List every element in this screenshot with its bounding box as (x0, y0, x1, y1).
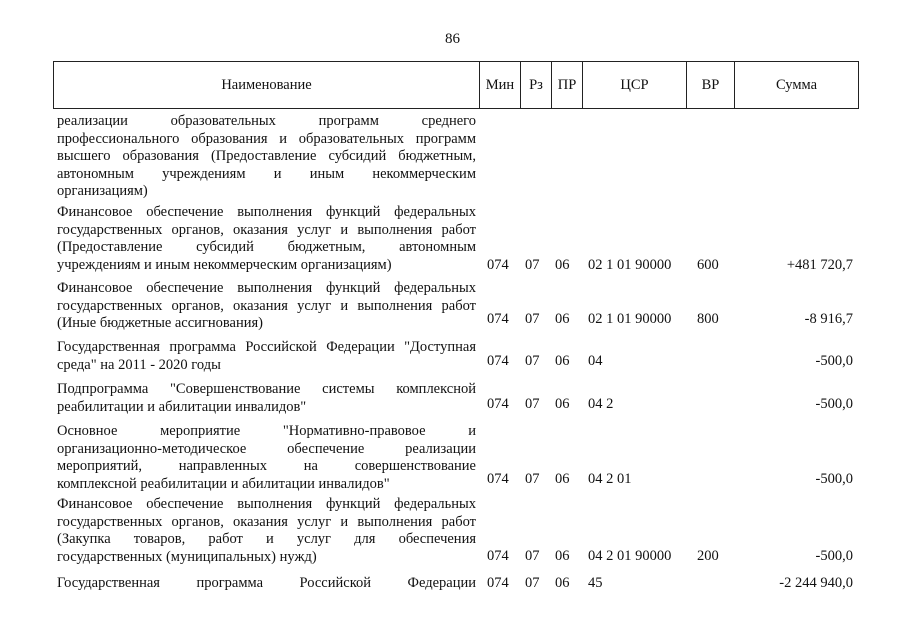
desc-line: (Иные бюджетные ассигнования) (57, 315, 264, 331)
cell-min: 074 (487, 352, 509, 369)
cell-min: 074 (487, 395, 509, 412)
row-description (57, 575, 476, 593)
desc-line: реализации образовательных программ среднего (57, 113, 476, 129)
header-rz: Рз (521, 62, 552, 108)
cell-pr: 06 (555, 547, 570, 564)
cell-min: 074 (487, 470, 509, 487)
cell-rz: 07 (525, 352, 540, 369)
cell-csr: 04 2 01 (588, 470, 632, 487)
cell-min: 074 (487, 256, 509, 273)
desc-line: комплексной реабилитации и абилитации инвалидов" (57, 475, 390, 492)
cell-pr: 06 (555, 575, 570, 591)
cell-sum: -500,0 (815, 395, 853, 412)
header-vr: ВР (687, 62, 735, 108)
desc-line: мероприятий, направленных на совершенствование (57, 458, 476, 474)
cell-csr: 04 (588, 352, 603, 369)
desc-line: организациям) (57, 183, 148, 199)
desc-line: среда" на 2011 - 2020 годы (57, 356, 221, 373)
desc-line: Финансовое обеспечение выполнения функций федеральных (57, 204, 476, 220)
desc-line: профессионального образования и образовательных программ (57, 130, 476, 147)
cell-rz: 07 (525, 470, 540, 487)
row-description (57, 204, 476, 274)
cell-vr: 800 (697, 311, 719, 327)
cell-rz: 07 (525, 575, 540, 591)
row-description (57, 113, 476, 201)
row-description (57, 280, 476, 333)
desc-line: государственных органов, оказания услуг и выполнения работ (57, 221, 476, 238)
desc-line: Подпрограмма "Совершенствование системы комплексной (57, 381, 476, 397)
cell-csr: 04 2 01 90000 (588, 547, 672, 564)
header-name: Наименование (54, 62, 480, 108)
header-pr: ПР (552, 62, 583, 108)
desc-line: (Предоставление субсидий бюджетным, автономным (57, 239, 476, 255)
desc-line: Финансовое обеспечение выполнения функций федеральных (57, 496, 476, 512)
desc-line: (Закупка товаров, работ и услуг для обеспечения (57, 531, 476, 547)
cell-rz: 07 (525, 395, 540, 412)
desc-line: автономным учреждениям и иным некоммерческим (57, 165, 476, 182)
cell-rz: 07 (525, 547, 540, 564)
cell-csr: 02 1 01 90000 (588, 311, 672, 327)
desc-line: реабилитации и абилитации инвалидов" (57, 398, 307, 415)
cell-vr: 200 (697, 547, 719, 564)
cell-min: 074 (487, 311, 509, 327)
desc-line: государственных (муниципальных) нужд) (57, 548, 317, 565)
cell-rz: 07 (525, 256, 540, 273)
cell-pr: 06 (555, 395, 570, 412)
row-description (57, 496, 476, 566)
desc-line: высшего образования (Предоставление субсидий бюджетным, (57, 148, 476, 164)
cell-csr: 45 (588, 575, 603, 591)
desc-line: государственных органов, оказания услуг и выполнения работ (57, 513, 476, 530)
cell-pr: 06 (555, 352, 570, 369)
cell-pr: 06 (555, 311, 570, 327)
cell-sum: -8 916,7 (804, 311, 853, 327)
cell-csr: 02 1 01 90000 (588, 256, 672, 273)
header-min: Мин (480, 62, 521, 108)
cell-rz: 07 (525, 311, 540, 327)
cell-min: 074 (487, 547, 509, 564)
cell-pr: 06 (555, 256, 570, 273)
cell-vr: 600 (697, 256, 719, 273)
cell-sum: -500,0 (815, 352, 853, 369)
cell-sum: -2 244 940,0 (779, 575, 853, 591)
page-number: 86 (445, 31, 460, 47)
cell-pr: 06 (555, 470, 570, 487)
cell-sum: -500,0 (815, 470, 853, 487)
header-csr: ЦСР (583, 62, 687, 108)
cell-min: 074 (487, 575, 509, 591)
desc-line: учреждениям и иным некоммерческим организациям) (57, 256, 392, 273)
desc-line: Государственная программа Российской Федерации "Доступная (57, 339, 476, 355)
cell-sum: -500,0 (815, 547, 853, 564)
desc-line: организационно-методическое обеспечение реализации (57, 440, 476, 457)
row-description (57, 381, 476, 416)
row-description (57, 423, 476, 493)
cell-sum: +481 720,7 (786, 256, 853, 273)
desc-line: Основное мероприятие "Нормативно-правовое и (57, 423, 476, 439)
desc-line: Финансовое обеспечение выполнения функций федеральных (57, 280, 476, 296)
table-header (53, 61, 859, 109)
cell-csr: 04 2 (588, 395, 614, 412)
header-sum: Сумма (775, 76, 818, 93)
desc-line: Государственная программа Российской Федерации (57, 575, 476, 591)
desc-line: государственных органов, оказания услуг и выполнения работ (57, 297, 476, 314)
row-description (57, 339, 476, 374)
